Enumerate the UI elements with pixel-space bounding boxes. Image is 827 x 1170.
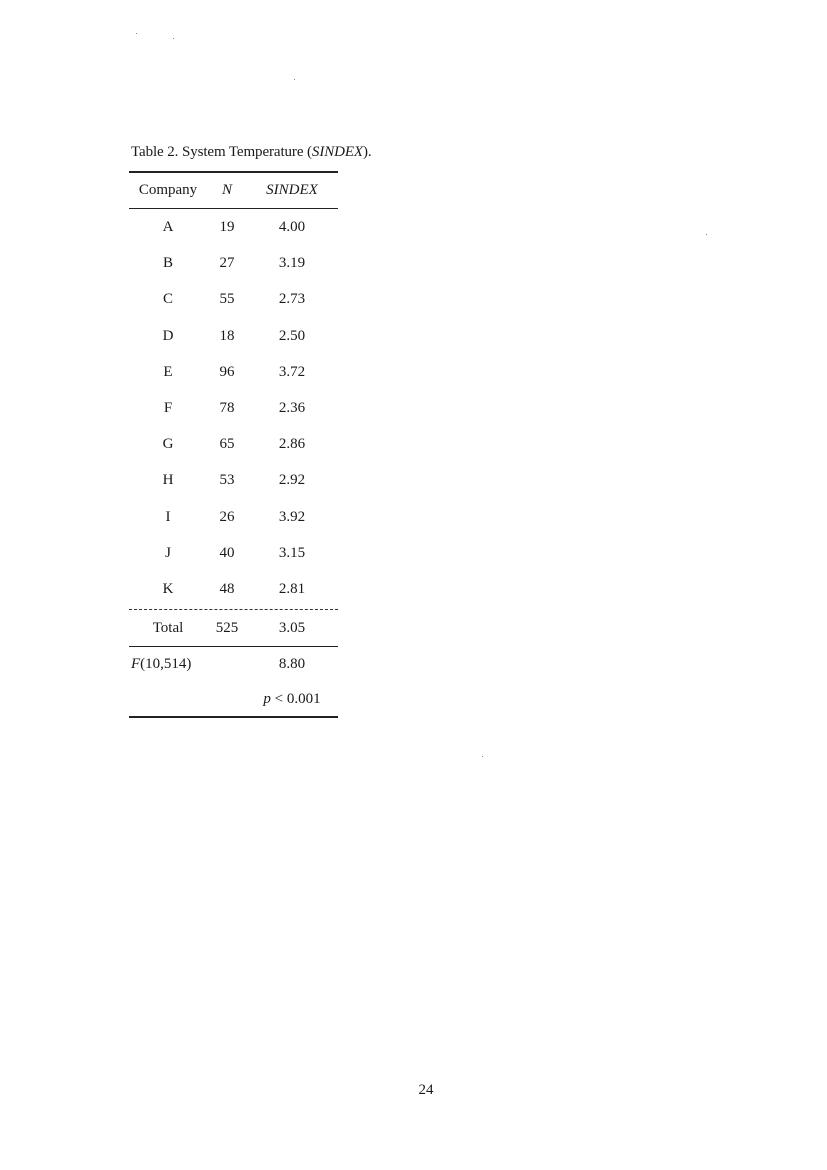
- cell-company: F: [163, 400, 173, 416]
- cell-n: 26: [219, 509, 235, 525]
- p-value-italic: p: [263, 691, 271, 707]
- caption-suffix: ).: [362, 144, 372, 160]
- cell-n: 53: [219, 472, 235, 488]
- header-n: N: [221, 182, 233, 198]
- ftest-label: [131, 656, 191, 673]
- header-sindex: SINDEX: [266, 182, 318, 198]
- cell-n: 19: [219, 219, 235, 235]
- cell-sindex: 3.15: [278, 545, 306, 561]
- header-rule: [129, 208, 338, 209]
- page-number: 24: [418, 1082, 434, 1098]
- total-rule: [129, 609, 338, 610]
- cell-sindex: 3.92: [278, 509, 306, 525]
- cell-company: G: [162, 436, 174, 452]
- cell-sindex: 3.19: [278, 255, 306, 271]
- caption-prefix: Table 2. System Temperature (: [131, 144, 312, 160]
- cell-company: H: [162, 472, 174, 488]
- cell-n: 78: [219, 400, 235, 416]
- cell-sindex: 2.36: [278, 400, 306, 416]
- cell-company: J: [165, 545, 171, 561]
- total-sindex: 3.05: [278, 620, 306, 636]
- cell-n: 65: [219, 436, 235, 452]
- table-top-rule: [129, 171, 338, 173]
- cell-company: I: [165, 509, 171, 525]
- cell-company: D: [162, 328, 174, 344]
- cell-sindex: 2.86: [278, 436, 306, 452]
- ftest-label-italic: F: [131, 656, 141, 672]
- cell-company: A: [162, 219, 174, 235]
- scan-speck: [173, 38, 174, 39]
- scan-speck: [136, 33, 137, 34]
- cell-n: 27: [219, 255, 235, 271]
- cell-n: 48: [219, 581, 235, 597]
- ftest-label-rest: (10,514): [140, 656, 192, 672]
- table-bottom-rule: [129, 716, 338, 718]
- cell-n: 96: [219, 364, 235, 380]
- caption-italic: SINDEX: [311, 144, 363, 160]
- scan-speck: [294, 79, 295, 80]
- cell-n: 40: [219, 545, 235, 561]
- header-company: Company: [138, 182, 198, 198]
- cell-sindex: 2.50: [278, 328, 306, 344]
- cell-n: 55: [219, 291, 235, 307]
- cell-sindex: 3.72: [278, 364, 306, 380]
- cell-company: C: [162, 291, 174, 307]
- cell-company: E: [163, 364, 173, 380]
- cell-company: K: [162, 581, 174, 597]
- cell-sindex: 2.73: [278, 291, 306, 307]
- total-n: 525: [215, 620, 239, 636]
- table-caption: [131, 144, 372, 161]
- cell-sindex: 2.81: [278, 581, 306, 597]
- cell-sindex: 2.92: [278, 472, 306, 488]
- cell-sindex: 4.00: [278, 219, 306, 235]
- cell-company: B: [162, 255, 174, 271]
- scan-speck: [706, 234, 707, 235]
- total-label: Total: [152, 620, 184, 636]
- ftest-rule: [129, 646, 338, 647]
- scan-speck: [482, 756, 483, 757]
- p-value-rest: < 0.001: [270, 691, 321, 707]
- cell-n: 18: [219, 328, 235, 344]
- p-value: [263, 691, 320, 708]
- ftest-value: 8.80: [278, 656, 306, 672]
